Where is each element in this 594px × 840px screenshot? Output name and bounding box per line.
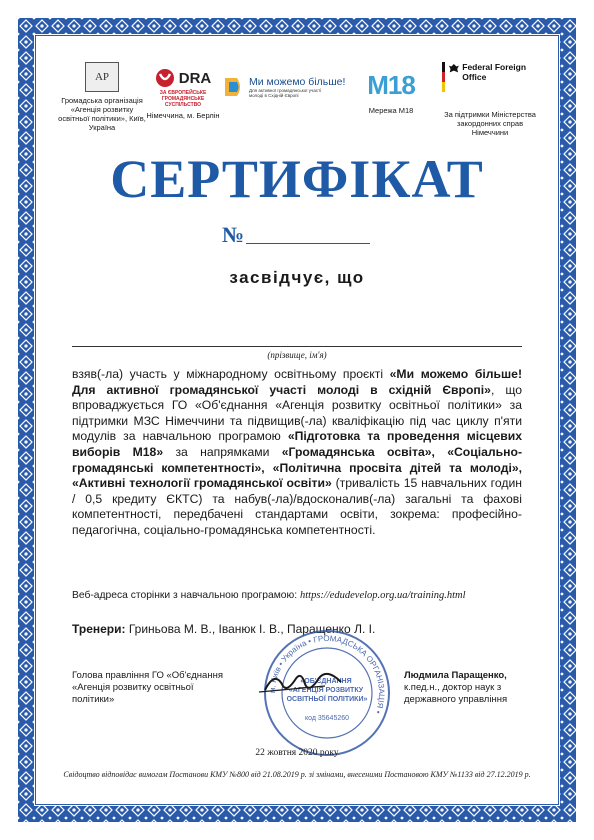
certificate-number-label: № [222,222,245,247]
certificate-number-line [246,243,370,244]
m18-mark: M18 [367,70,415,100]
body-part-3: за напрямками [163,444,282,459]
issue-date: 22 жовтня 2020 року [255,748,339,758]
trainers-names: Гриньова М. В., Іванюк І. В., Паращенко Л. І. [125,622,376,636]
certificate-title: СЕРТИФІКАТ [110,149,484,209]
web-address [72,590,532,601]
signatory-info [404,670,529,706]
body-part-4: (тривалість 15 навчальних годин / 0,5 кредиту ЄКТС) та набув(-ла)/вдосконалив(-ла) загальні та фахові компетентності, передбачені стандартами освіти, зокрема: професійно-педагогічна, соціально-громадянська компетентності. [72,476,523,537]
signatory-name: Людмила Паращенко, [404,670,507,681]
program-name: «Підготовка та проведення місцевих виборів М18» [72,429,522,459]
mmb-sub: Для активної громадянської участі молоді в Східній Європі [249,87,322,98]
recipient-name-hint: (прізвище, ім'я) [267,350,327,360]
dra-emblem-icon [155,68,175,88]
svg-text:«ОБ'ЄДНАННЯ «АГЕНЦІЯ РОЗВИ: «ОБ'ЄДНАННЯ «АГЕНЦІЯ РОЗВИТКУ ОСВІТНЬОЇ ПОЛІТИКИ» [286,678,368,703]
agency-caption: Громадська організація «Агенція розвитку освітньої політики», Київ, Україна [58,96,146,132]
eagle-icon [448,62,460,76]
german-flag-icon [442,62,445,92]
body-part-1: взяв(-ла) участь у міжнародному освітньому проєкті [72,367,390,381]
recipient-name-line [72,346,522,347]
m18-caption: Мережа М18 [368,106,414,115]
agency-logo [58,62,146,132]
dra-logo [144,62,222,120]
mmb-logo [223,62,353,100]
dra-caption: Німеччина, м. Берлін [146,111,220,120]
web-label: Веб-адреса сторінки з навчальною програмою: [72,590,300,601]
stamp-outer-text: м. Київ • Україна • ГРОМАДСЬКА ОРГАНІЗАЦІЯ • [267,633,387,715]
agency-logo-mark: AP [85,62,119,92]
stamp-code: код 35645260 [304,715,350,722]
m18-logo [356,62,426,115]
mmb-mark: Ми можемо більше! [249,75,346,88]
dra-mark: DRA [178,69,212,87]
trainers-label: Тренери: [72,622,126,636]
mmb-emblem-icon [223,74,245,100]
project-name: «Ми можемо більше! Для активної громадянської участі молоді в східній Європі» [72,367,523,397]
signatory-position: Голова правління ГО «Об'єднання «Агенція розвитку освітньої політики» [72,670,223,705]
legal-footnote: Свідоцтво відповідає вимогам Постанови КМУ №800 від 21.08.2019 р. зі змінами, внесеними Постановою КМУ №1133 від 27.12.2019 р. [63,770,531,779]
certificate-body [72,367,522,539]
web-url[interactable]: https://edudevelop.org.ua/training.html [299,590,466,601]
directions: «Громадянська освіта», «Соціально-громадянські компетентності», «Політична просвіта дітей та молоді», «Активні технології громадянської освіти» [72,444,522,491]
ffo-caption: За підтримки Міністерства закордонних справ Німеччини [444,110,536,137]
body-part-2: , що впроваджується ГО «Об'єднання «Агенція розвитку освітньої політики» за підтримки МЗС Німеччини та підвищив(-ла) кваліфікацію під час циклу п'яти модулів за навчальною програмою [72,382,522,444]
signatory-title: к.пед.н., доктор наук з державного управління [404,682,508,705]
logos-row [58,62,538,142]
ffo-mark: Federal Foreign Office [462,62,527,82]
handwritten-signature [245,662,365,702]
ffo-logo [428,62,538,137]
dra-sub: ЗА ЄВРОПЕЙСЬКЕ ГРОМАДЯНСЬКЕ СУСПІЛЬСТВО [159,90,207,108]
certifies-text: засвідчує, що [229,268,365,287]
